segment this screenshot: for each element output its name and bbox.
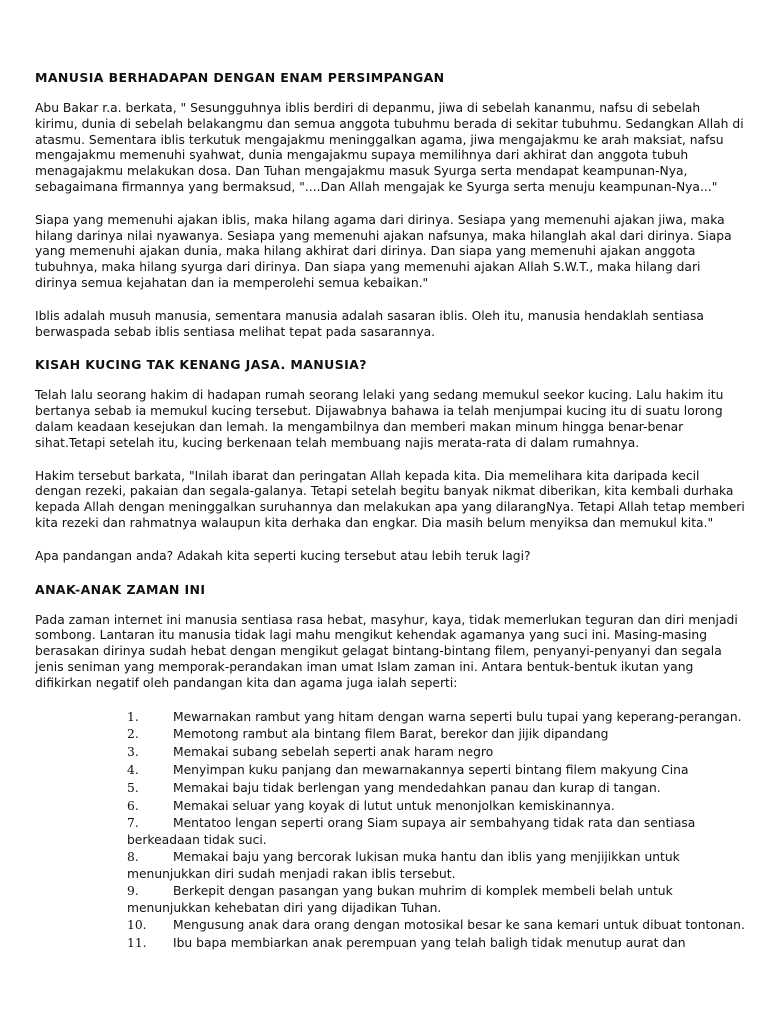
list-number: 8. [127, 850, 139, 865]
paragraph: Iblis adalah musuh manusia, sementara manusia adalah sasaran iblis. Oleh itu, manusia hendaklah sentiasa berwaspada sebab iblis sentiasa melihat tepat pada sasarannya. [35, 308, 704, 339]
list-text: Memotong rambut ala bintang filem Barat, berekor dan jijik dipandang [173, 727, 609, 742]
list-text: Mengusung anak dara orang dengan motosikal besar ke sana kemari untuk dibuat tontonan. [173, 918, 745, 933]
paragraph: Abu Bakar r.a. berkata, " Sesungguhnya iblis berdiri di depanmu, jiwa di sebelah kananmu, nafsu di sebelah kirimu, dunia di sebelah belakangmu dan semua anggota tubuhmu berada di sekitar tubuhmu. Sedangkan Allah di atasmu. Sementara iblis terkutuk mengajakmu meninggalkan agama, jiwa mengajakmu ke arah maksiat, nafsu mengajakmu memenuhi syahwat, dunia mengajakmu supaya memilihnya dari akhirat dan anggota tubuh menagajakmu melakukan dosa. Dan Tuhan mengajakmu masuk Syurga serta mendapat keampunan-Nya, sebagaimana firmannya yang bermaksud, "....Dan Allah mengajak ke Syurga serta menuju keampunan-Nya..." [35, 101, 744, 194]
document-body [35, 70, 745, 953]
list-text: Memakai baju tidak berlengan yang mendedahkan panau dan kurap di tangan. [173, 780, 661, 795]
list-item [127, 883, 745, 915]
list-text: Ibu bapa membiarkan anak perempuan yang telah baligh tidak menutup aurat dan [173, 936, 686, 951]
list-text: Menyimpan kuku panjang dan mewarnakannya seperti bintang filem makyung Cina [173, 762, 689, 777]
list-number: 1. [127, 709, 139, 724]
list-number: 5. [127, 780, 139, 795]
list-item [127, 849, 745, 881]
list-number: 4. [127, 762, 139, 777]
list-number: 3. [127, 745, 139, 760]
list-number: 7. [127, 816, 139, 831]
list-text: Memakai seluar yang koyak di lutut untuk menonjolkan kemiskinannya. [173, 798, 615, 813]
list-item [127, 935, 745, 951]
paragraph: Hakim tersebut barkata, "Inilah ibarat dan peringatan Allah kepada kita. Dia memelihara kita daripada kecil dengan rezeki, pakaian dan segala-galanya. Tetapi setelah begitu banyak nikmat diberikan, kita kembali durhaka kepada Allah dengan meninggalkan suruhannya dan melakukan apa yang dilarangNya. Tetapi Allah tetap memberi kita rezeki dan rahmatnya walaupun kita derhaka dan engkar. Dia masih belum menyiksa dan memukul kita." [35, 468, 745, 530]
list-item [127, 709, 745, 725]
list-text: Memakai subang sebelah seperti anak haram negro [173, 745, 494, 760]
paragraph: Pada zaman internet ini manusia sentiasa rasa hebat, masyhur, kaya, tidak memerlukan teguran dan diri menjadi sombong. Lantaran itu manusia tidak lagi mahu mengikut kehendak agamanya yang suci ini. Masing-masing berasakan dirinya sudah hebat dengan mengikut gelagat bintang-bintang filem, penyanyi-penyanyi dan segala jenis seniman yang memporak-perandakan iman umat Islam zaman ini. Antara bentuk-bentuk ikutan yang difikirkan negatif oleh pandangan kita dan agama juga ialah seperti: [35, 612, 738, 690]
list-item [127, 744, 745, 760]
list-number: 2. [127, 727, 139, 742]
list-text: Mentatoo lengan seperti orang Siam supaya air sembahyang tidak rata dan sentiasa berkeadaan tidak suci. [127, 816, 696, 847]
list-item [127, 815, 745, 847]
list-item [127, 798, 745, 814]
paragraph: Apa pandangan anda? Adakah kita seperti kucing tersebut atau lebih teruk lagi? [35, 548, 531, 563]
list-text: Berkepit dengan pasangan yang bukan muhrim di komplek membeli belah untuk menunjukkan kehebatan diri yang dijadikan Tuhan. [127, 884, 673, 915]
list-number: 9. [127, 884, 139, 899]
list-item [127, 917, 745, 933]
list-text: Mewarnakan rambut yang hitam dengan warna seperti bulu tupai yang keperang-perangan. [173, 709, 742, 724]
list-text: Memakai baju yang bercorak lukisan muka hantu dan iblis yang menjijikkan untuk menunjukkan diri sudah menjadi rakan iblis tersebut. [127, 850, 680, 881]
list-item [127, 726, 745, 742]
negative-trends-list [35, 709, 745, 952]
list-item [127, 780, 745, 796]
paragraph: Siapa yang memenuhi ajakan iblis, maka hilang agama dari dirinya. Sesiapa yang memenuhi ajakan jiwa, maka hilang darinya nilai nyawanya. Sesiapa yang memenuhi ajakan nafsunya, maka hilanglah akal dari dirinya. Siapa yang memenuhi ajakan dunia, maka hilang akhirat dari dirinya. Dan siapa yang memenuhi ajakan anggota tubuhnya, maka hilang syurga dari dirinya. Dan siapa yang memenuhi ajakan Allah S.W.T., maka hilang dari dirinya semua kejahatan dan ia memperolehi semua kebaikan." [35, 212, 732, 290]
section-heading: MANUSIA BERHADAPAN DENGAN ENAM PERSIMPANGAN [35, 70, 445, 85]
list-number: 11. [127, 936, 147, 951]
list-item [127, 762, 745, 778]
section-heading: KISAH KUCING TAK KENANG JASA. MANUSIA? [35, 357, 367, 373]
list-number: 6. [127, 798, 139, 813]
section-heading: ANAK-ANAK ZAMAN INI [35, 581, 206, 597]
paragraph: Telah lalu seorang hakim di hadapan rumah seorang lelaki yang sedang memukul seekor kucing. Lalu hakim itu bertanya sebab ia memukul kucing tersebut. Dijawabnya bahawa ia telah menjumpai kucing itu di suatu lorong dalam keadaan kesejukan dan lemah. Ia mengambilnya dan memberi makan minum hingga benar-benar sihat.Tetapi setelah itu, kucing berkenaan telah membuang najis merata-rata di dalam rumahnya. [35, 388, 724, 450]
list-number: 10. [127, 918, 147, 933]
